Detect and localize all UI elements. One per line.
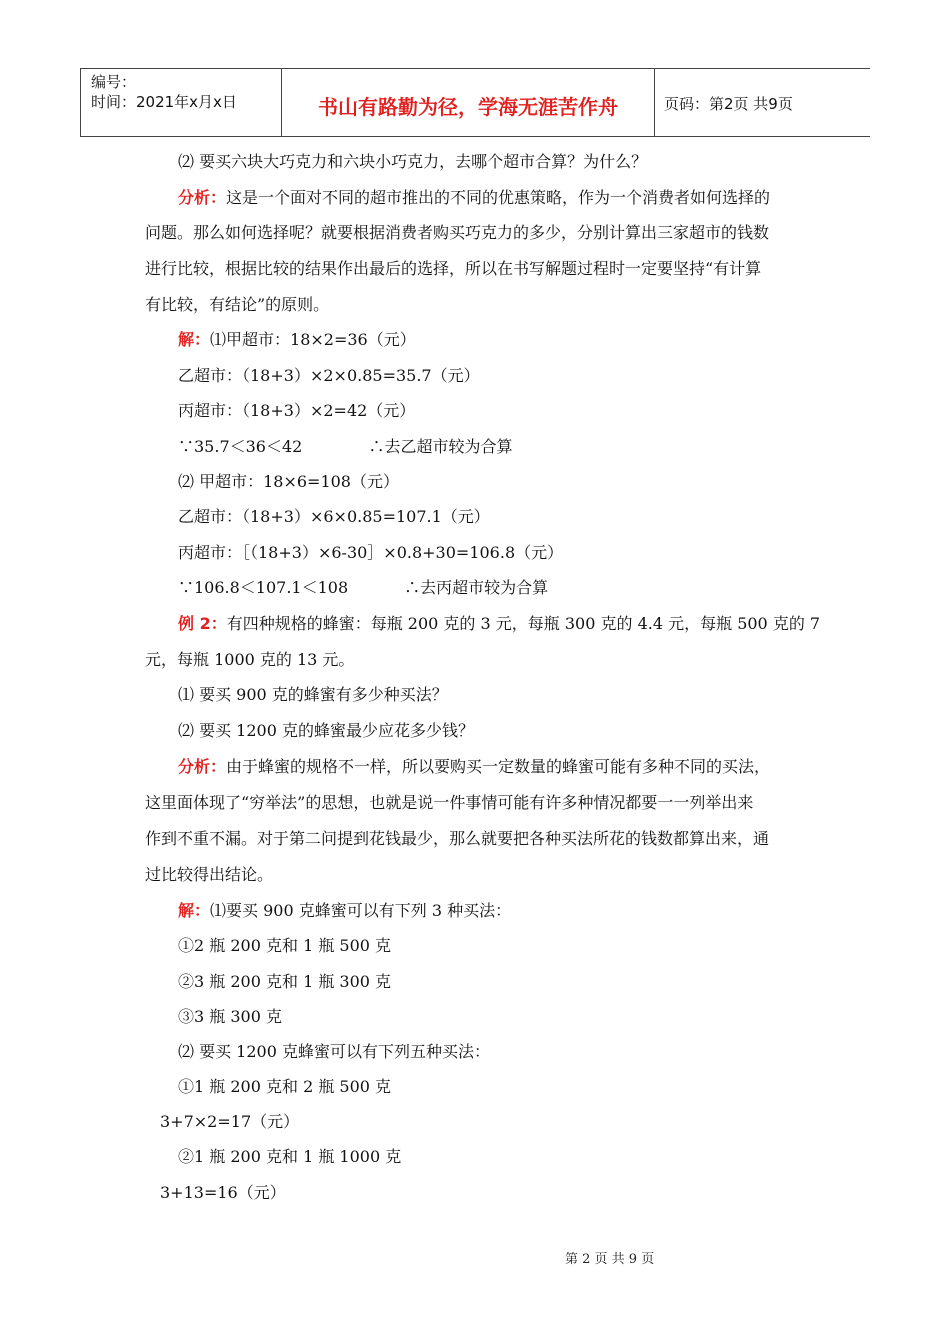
highlight-label: 例 2： (178, 614, 227, 633)
text-segment: 3+13=16（元） (160, 1183, 286, 1202)
text-line (145, 223, 950, 243)
header-left-cell (80, 69, 281, 136)
text-line (178, 972, 950, 992)
text-segment: ⑴要买 900 克蜂蜜可以有下列 3 种买法： (210, 901, 512, 920)
text-segment: 问题。那么如何选择呢？就要根据消费者购买巧克力的多少，分别计算出三家超市的钱数 (145, 223, 770, 242)
text-line (145, 650, 950, 670)
text-line (178, 1007, 950, 1027)
text-segment: 乙超市：（18+3）×2×0.85=35.7（元） (178, 366, 480, 385)
text-segment: 由于蜂蜜的规格不一样，所以要购买一定数量的蜂蜜可能有多种不同的买法， (226, 757, 771, 776)
text-line (145, 259, 950, 279)
text-line (178, 578, 950, 598)
text-line (178, 401, 950, 421)
text-line (178, 721, 950, 741)
text-segment: 这里面体现了“穷举法”的思想，也就是说一件事情可能有许多种情况都要一一列举出来 (145, 793, 754, 812)
text-segment: 过比较得出结论。 (145, 865, 274, 884)
text-segment: ①1 瓶 200 克和 2 瓶 500 克 (178, 1077, 392, 1096)
text-segment: 丙超市：（18+3）×2=42（元） (178, 401, 416, 420)
text-segment: ②1 瓶 200 克和 1 瓶 1000 克 (178, 1147, 402, 1166)
text-segment: ⑵ 要买六块大巧克力和六块小巧克力，去哪个超市合算？为什么？ (178, 152, 648, 171)
text-line (178, 152, 950, 172)
text-line (178, 1077, 950, 1097)
text-line (178, 437, 950, 457)
text-segment: 这是一个面对不同的超市推出的不同的优惠策略，作为一个消费者如何选择的 (226, 188, 771, 207)
footer-page-number: 第 2 页 共 9 页 (565, 1252, 655, 1267)
text-segment: ⑵ 要买 1200 克蜂蜜可以有下列五种买法： (178, 1042, 490, 1061)
text-line (178, 614, 950, 634)
text-line (145, 829, 950, 849)
text-line (178, 472, 950, 492)
highlight-label: 解： (178, 901, 211, 920)
text-segment: ③3 瓶 300 克 (178, 1007, 282, 1026)
text-segment: 3+7×2=17（元） (160, 1112, 300, 1131)
highlight-label: 解： (178, 330, 211, 349)
highlight-label: 分析： (178, 757, 227, 776)
text-line (160, 1183, 950, 1203)
text-line (178, 936, 950, 956)
text-segment: ⑴甲超市：18×2=36（元） (210, 330, 416, 349)
text-segment: 有四种规格的蜂蜜：每瓶 200 克的 3 元，每瓶 300 克的 4.4 元，每瓶 500 克的 7 (226, 614, 821, 633)
header-center-cell (281, 69, 655, 136)
text-segment: ②3 瓶 200 克和 1 瓶 300 克 (178, 972, 392, 991)
text-line (178, 543, 950, 563)
text-line (160, 1112, 950, 1132)
text-segment: ∵35.7＜36＜42 ∴去乙超市较为合算 (178, 437, 513, 456)
text-line (178, 757, 950, 777)
highlight-label: 分析： (178, 188, 227, 207)
text-segment: 进行比较，根据比较的结果作出最后的选择，所以在书写解题过程时一定要坚持“有计算 (145, 259, 762, 278)
text-segment: ∵106.8＜107.1＜108 ∴去丙超市较为合算 (178, 578, 549, 597)
text-line (145, 295, 950, 315)
text-segment: 作到不重不漏。对于第二问提到花钱最少，那么就要把各种买法所花的钱数都算出来，通 (145, 829, 770, 848)
header-right-cell (654, 69, 870, 136)
text-line (145, 793, 950, 813)
text-segment: 元，每瓶 1000 克的 13 元。 (145, 650, 355, 669)
text-line (178, 188, 950, 208)
text-line (178, 685, 950, 705)
text-segment: 有比较，有结论”的原则。 (145, 295, 330, 314)
text-line (178, 330, 950, 350)
text-segment: 乙超市：（18+3）×6×0.85=107.1（元） (178, 507, 490, 526)
text-line (178, 507, 950, 527)
text-segment: ⑵ 要买 1200 克的蜂蜜最少应花多少钱？ (178, 721, 474, 740)
text-segment: ⑵ 甲超市：18×6=108（元） (178, 472, 399, 491)
date-label: 时间：2021年x月x日 (91, 93, 237, 111)
page-header (80, 68, 870, 137)
text-segment: 丙超市：［（18+3）×6-30］×0.8+30=106.8（元） (178, 543, 564, 562)
motto-text: 书山有路勤为径，学海无涯苦作舟 (318, 95, 618, 119)
text-segment: ①2 瓶 200 克和 1 瓶 500 克 (178, 936, 392, 955)
number-label: 编号： (91, 73, 137, 91)
text-segment: ⑴ 要买 900 克的蜂蜜有多少种买法？ (178, 685, 448, 704)
text-line (145, 865, 950, 885)
text-line (178, 1147, 950, 1167)
text-line (178, 1042, 950, 1062)
text-line (178, 901, 950, 921)
page-info: 页码：第2页 共9页 (664, 95, 793, 113)
text-line (178, 366, 950, 386)
